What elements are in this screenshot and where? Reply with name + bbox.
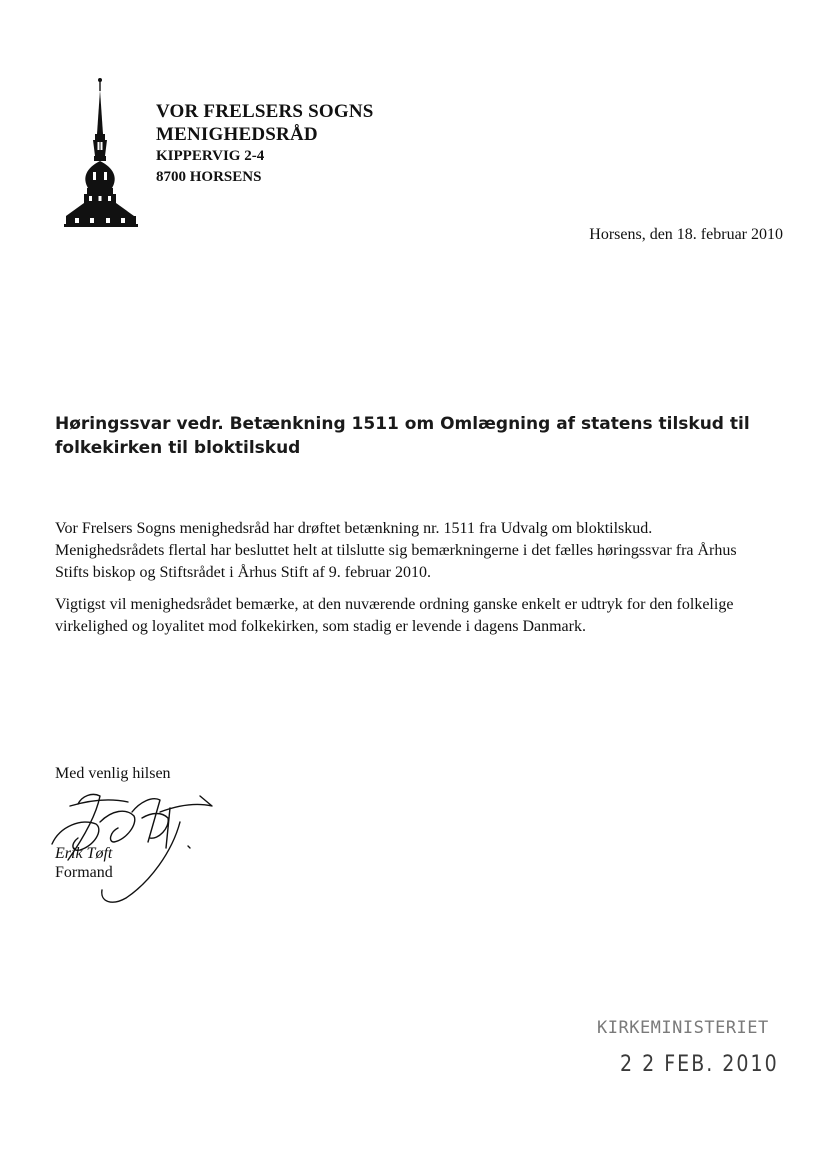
received-date-stamp: 2 2 FEB. 2010 — [620, 1051, 779, 1077]
letter-date: Horsens, den 18. februar 2010 — [589, 226, 783, 243]
letterhead — [156, 100, 374, 188]
handwritten-signature — [30, 782, 230, 912]
subject-line: Høringssvar vedr. Betænkning 1511 om Omlægning af statens tilskud til — [55, 414, 750, 434]
signer-name: Erik Tøft — [55, 845, 113, 862]
body-line: Menighedsrådets flertal har besluttet helt at tilslutte sig bemærkningerne i det fælles høringssvar fra Århus — [55, 542, 737, 559]
org-address-line1: KIPPERVIG 2-4 — [156, 148, 265, 164]
body-line: virkelighed og loyalitet mod folkekirken, som stadig er levende i dagens Danmark. — [55, 618, 586, 635]
subject-line: folkekirken til bloktilskud — [55, 438, 301, 458]
body-line: Stifts biskop og Stiftsrådet i Århus Stift af 9. februar 2010. — [55, 564, 431, 581]
org-address-line2: 8700 HORSENS — [156, 169, 262, 185]
body-line: Vor Frelsers Sogns menighedsråd har drøftet betænkning nr. 1511 fra Udvalg om bloktilskud. — [55, 520, 653, 537]
subject-heading — [55, 412, 755, 460]
ministry-received-stamp: KIRKEMINISTERIET — [597, 1018, 769, 1038]
closing-greeting: Med venlig hilsen — [55, 765, 171, 782]
signer-title: Formand — [55, 864, 113, 881]
church-spire-logo — [60, 76, 140, 231]
org-name-line2: MENIGHEDSRÅD — [156, 124, 318, 145]
body-line: Vigtigst vil menighedsrådet bemærke, at den nuværende ordning ganske enkelt er udtryk for den folkelige — [55, 596, 734, 613]
body-paragraph-1 — [55, 518, 795, 584]
body-paragraph-2 — [55, 594, 795, 638]
org-name-line1: VOR FRELSERS SOGNS — [156, 101, 374, 122]
